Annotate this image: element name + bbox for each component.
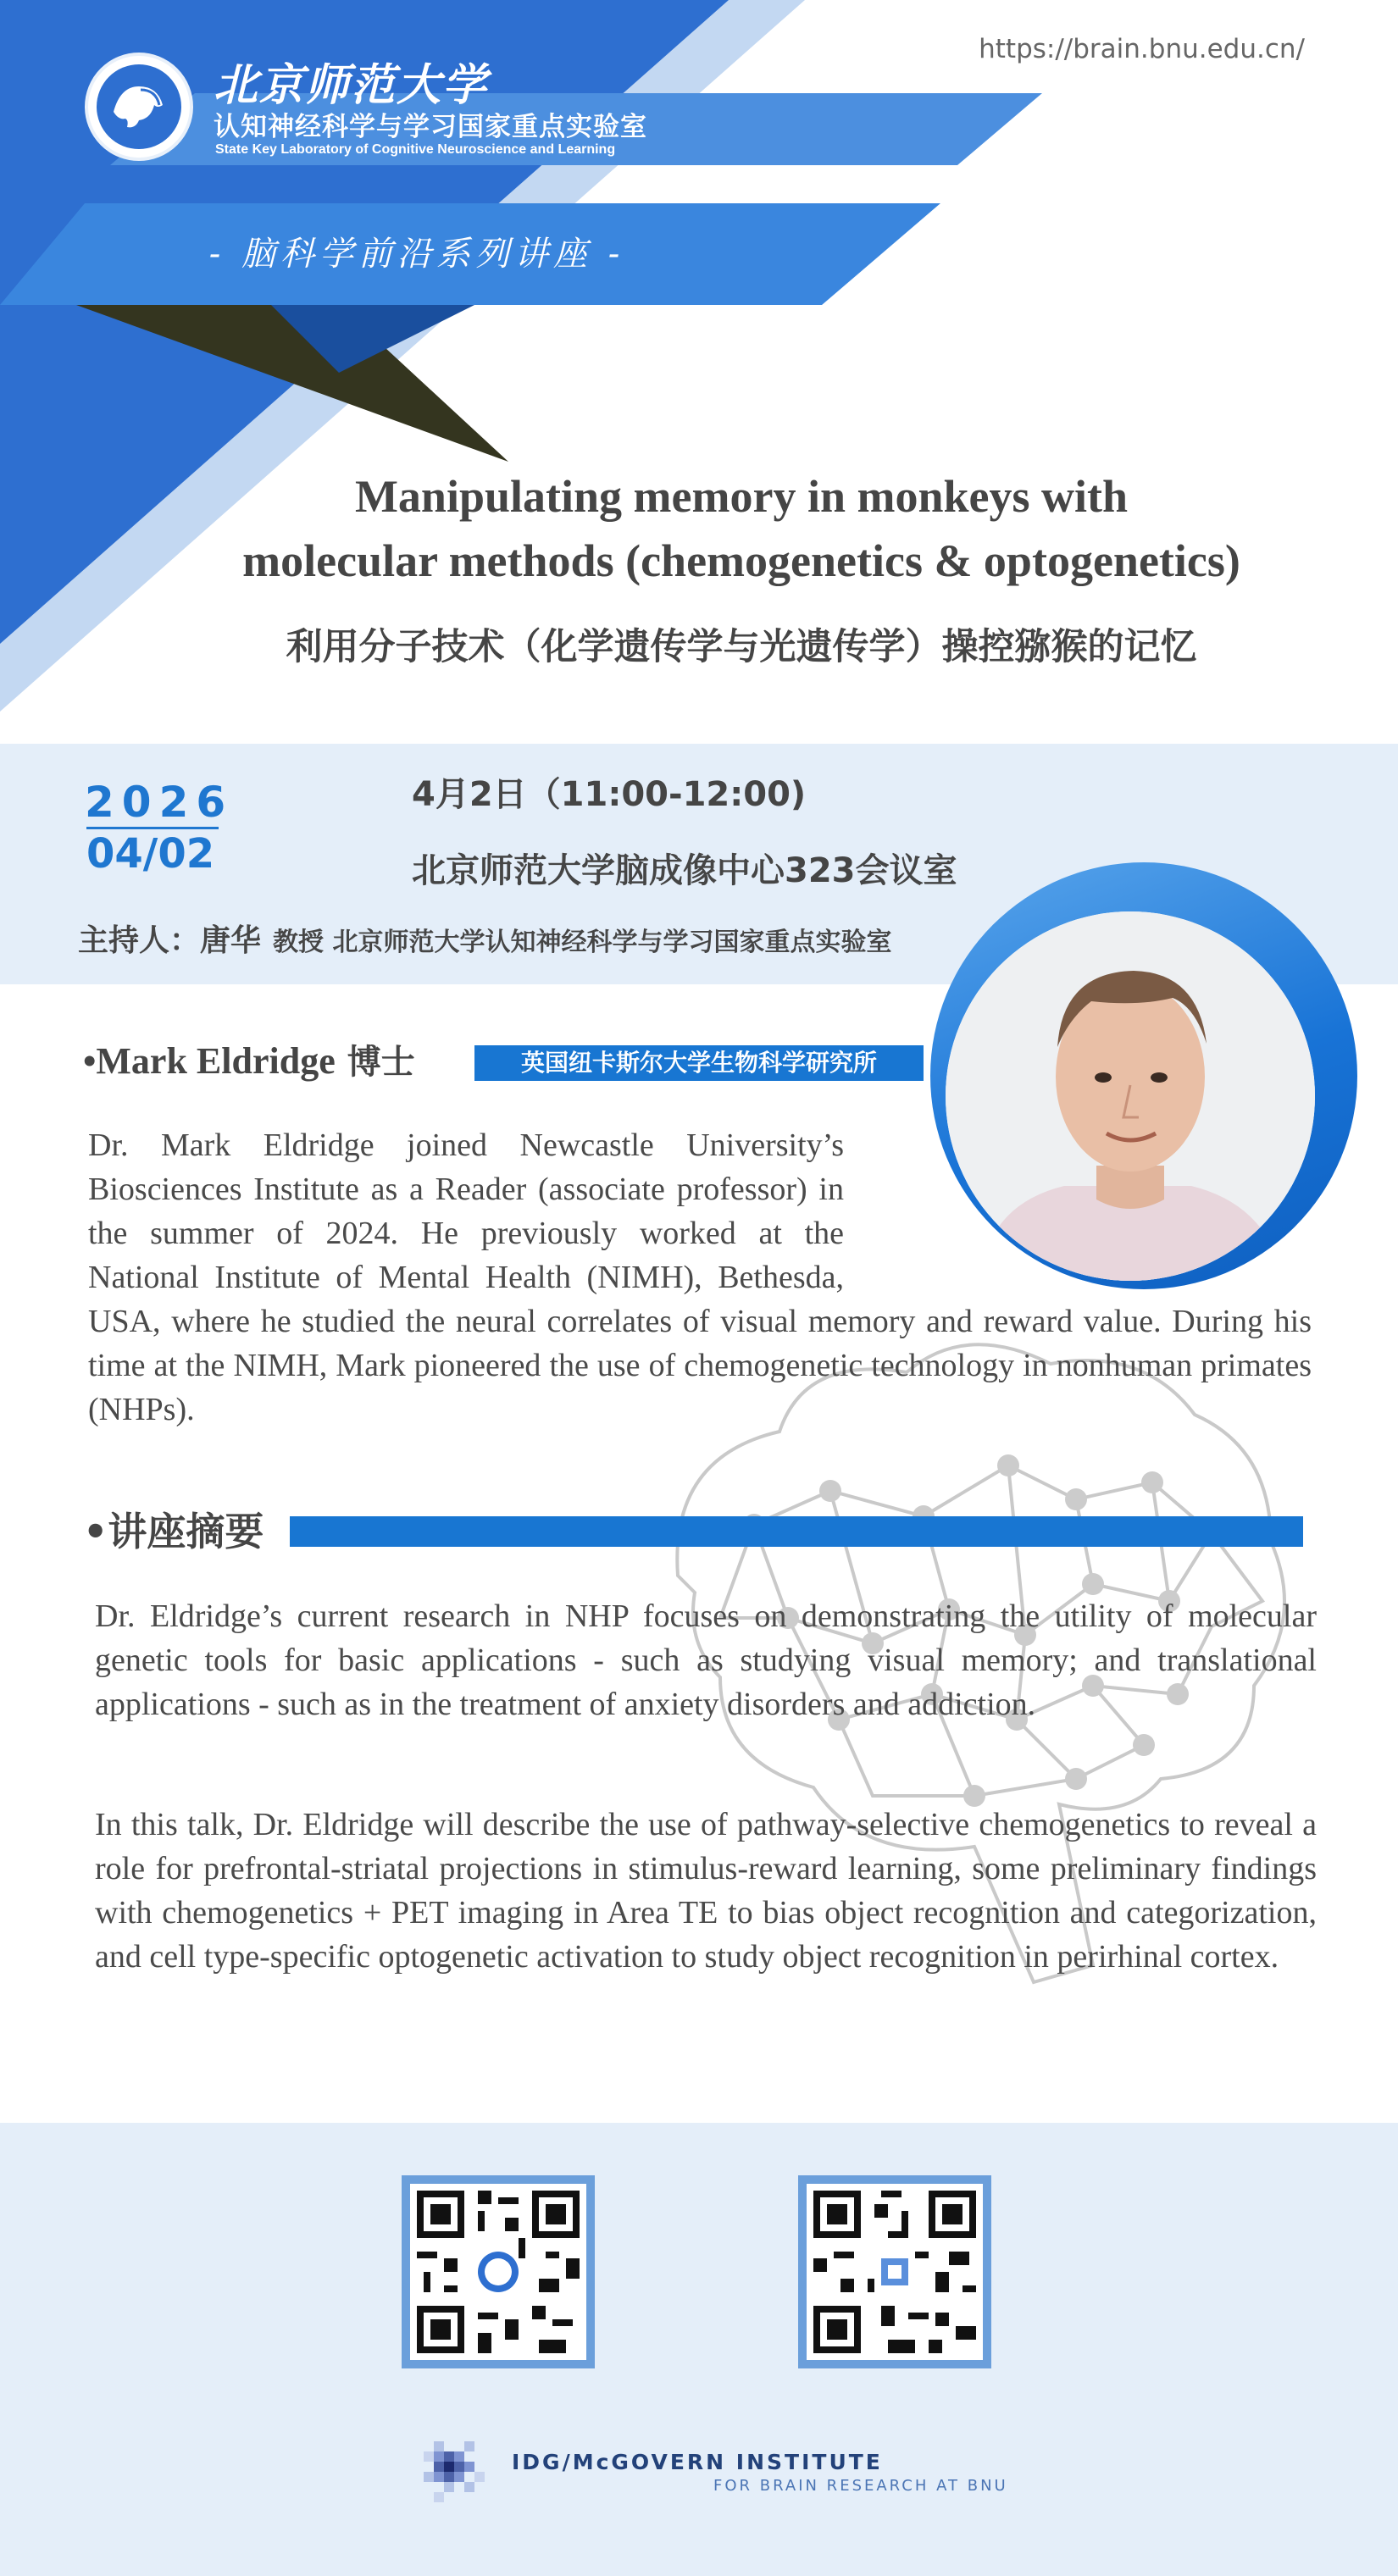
abstract-heading-bar [290,1516,1303,1547]
speaker-bio: Dr. Mark Eldridge joined Newcastle University’s Biosciences Institute as a Reader (associate professor) in the summer of 2024. He previously worked at the National Institute of Mental Health (NIMH), Bethesda, USA, where he studied the neural correlates of visual memory and reward value. During his time at the NIMH, Mark pioneered the use of chemogenetic technology in nonhuman primates (NHPs). [88,1127,1312,1427]
institute-subtitle: FOR BRAIN RESEARCH AT BNU [713,2477,1008,2495]
host-detail: 教授 北京师范大学认知神经科学与学习国家重点实验室 [273,928,892,957]
event-year: 2026 [85,778,234,827]
lab-name-en: State Key Laboratory of Cognitive Neuroscience and Learning [215,142,616,157]
qr-code-icon [807,2184,983,2360]
host-info [78,917,891,960]
abstract-paragraph-2: In this talk, Dr. Eldridge will describe the use of pathway-selective chemogenetics to reveal a role for prefrontal-striatal projections in stimulus-reward learning, some preliminary findings with chemogenetics + PET imaging in Area TE to bias object recognition and categorization, and cell type-specific optogenetic activation to study object recognition in perirhinal cortex. [95,1807,1317,1975]
event-month-day: 04/02 [86,830,215,878]
speaker-name: •Mark Eldridge 博士 [83,1040,415,1082]
qr-code-icon [410,2184,586,2360]
host-name: 主持人：唐华 [78,923,262,958]
talk-title-cn: 利用分子技术（化学遗传学与光遗传学）操控猕猴的记忆 [286,626,1197,668]
institute-name: IDG/McGOVERN INSTITUTE [512,2450,883,2474]
qr-code-2[interactable] [798,2175,991,2368]
footer-band [0,2123,1398,2576]
speaker-affiliation: 英国纽卡斯尔大学生物科学研究所 [474,1045,924,1081]
speaker-title: 博士 [347,1043,415,1082]
lecture-series-title: - 脑科学前沿系列讲座 - [208,235,625,274]
event-time: 4月2日（11:00-12:00) [412,775,807,814]
mcgovern-logo-icon [424,2441,485,2502]
lab-name-cn: 认知神经科学与学习国家重点实验室 [214,112,647,142]
qr-code-1[interactable] [402,2175,595,2368]
university-name-cn: 北京师范大学 [214,59,489,111]
talk-title-en: Manipulating memory in monkeys with molecular methods (chemogenetics & optogenetics) [242,471,1240,586]
event-venue: 北京师范大学脑成像中心323会议室 [412,851,957,890]
website-url[interactable]: https://brain.bnu.edu.cn/ [979,34,1305,64]
abstract-paragraph-1: Dr. Eldridge’s current research in NHP focuses on demonstrating the utility of molecular genetic tools for basic applications - such as studying visual memory; and translational applications - such as in the treatment of anxiety disorders and addiction. [95,1598,1317,1722]
date-divider [86,827,219,829]
university-logo [85,53,193,161]
abstract-heading: •讲座摘要 [83,1509,264,1554]
